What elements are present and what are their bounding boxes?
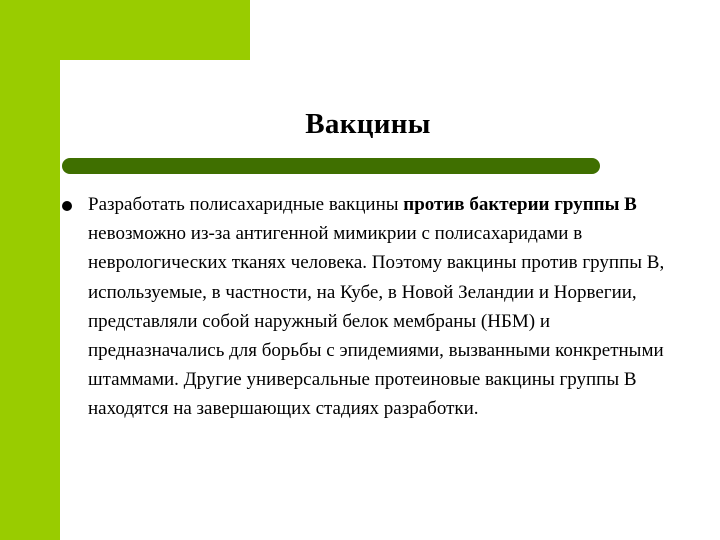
top-accent-block (0, 0, 250, 60)
bullet-item (60, 190, 690, 424)
left-accent-bar (0, 0, 60, 540)
bullet-text-bold-segment: против бактерии группы В (403, 194, 637, 215)
slide-content (60, 190, 690, 424)
bullet-text (88, 190, 690, 424)
bullet-dot-icon (62, 201, 72, 211)
title-underline-bar (62, 158, 600, 174)
rounded-corner-decoration (60, 60, 84, 84)
bullet-text-segment: Разработать полисахаридные вакцины (88, 194, 404, 215)
slide-title: Вакцины (305, 108, 431, 140)
bullet-text-segment: невозможно из-за антигенной мимикрии с полисахаридами в неврологических тканях человека. Поэтому вакцины против группы В, используемые, в частности, на Кубе, в Новой Зеландии и Норвегии, представляли собой наружный белок мембраны (НБМ) и предназначались для борьбы с эпидемиями, вызванными конкретными штаммами. Другие универсальные протеиновые вакцины группы В находятся на завершающих стадиях разработки. (88, 223, 665, 420)
